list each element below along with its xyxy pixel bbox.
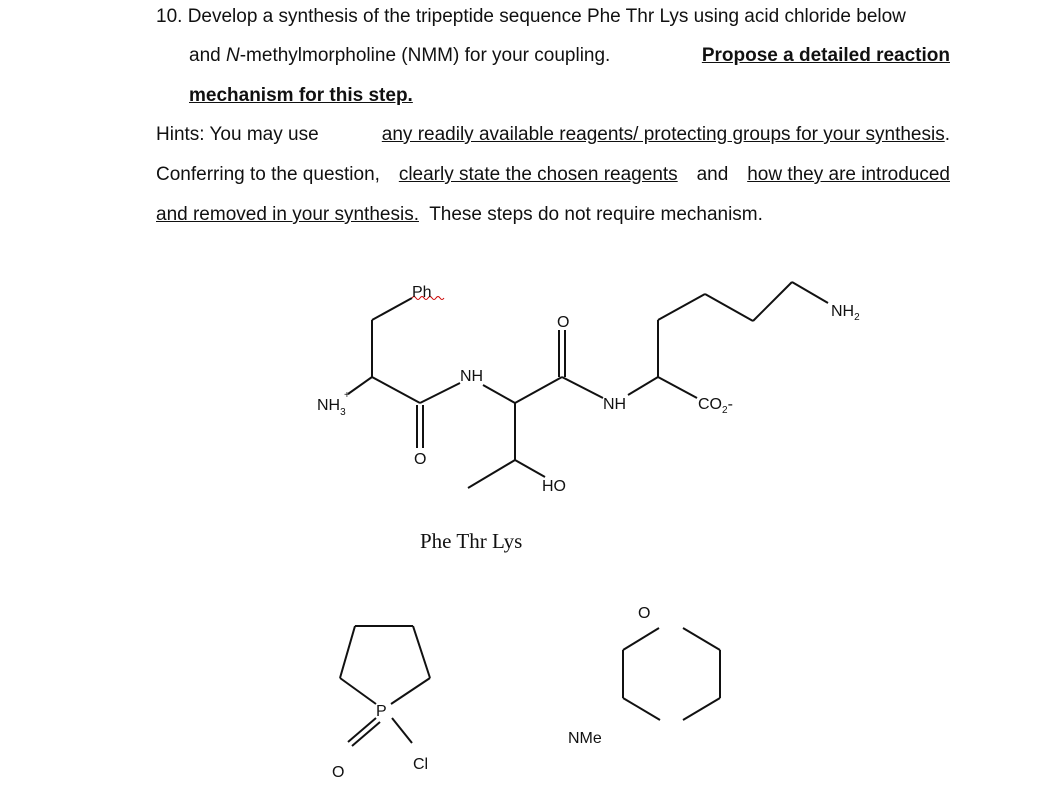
hints-removed: and removed in your synthesis. <box>156 204 419 225</box>
carbonyl-o1: O <box>414 451 427 468</box>
morph-bond-3 <box>623 698 660 720</box>
nmm-structure <box>568 605 720 747</box>
bond-c2-n3 <box>562 377 603 398</box>
hints-period: . <box>944 124 950 145</box>
bond-side-2 <box>658 294 705 320</box>
nh-amide-2: NH <box>603 396 627 413</box>
bond-cb-ph <box>372 298 412 320</box>
terminal-amine: $NH_2$ <box>831 303 860 323</box>
question-line-3: mechanism for this step. <box>189 85 413 106</box>
hints-and: and <box>696 164 729 185</box>
phospholane-chloride <box>332 626 430 781</box>
morpholine-o: O <box>638 605 651 622</box>
bond-ca2-c2 <box>515 377 562 403</box>
question-line-1: 10. Develop a synthesis of the tripeptide sequence Phe Thr Lys using acid chloride below <box>156 6 906 27</box>
italic-n: N <box>225 45 240 66</box>
p-cl-bond <box>392 718 412 743</box>
peptide-caption: Phe Thr Lys <box>420 529 523 553</box>
morph-bond-1 <box>623 628 659 650</box>
ph-label: Ph <box>412 284 432 301</box>
nme-label: NMe <box>568 730 602 747</box>
hints-conferring: Conferring to the question, <box>156 164 380 185</box>
hints-label: Hints: You may use <box>156 124 319 145</box>
bond-side-5 <box>792 282 828 303</box>
bond-cb2-oh <box>515 460 545 477</box>
bond-side-4 <box>753 282 792 321</box>
carboxylate-label: $CO_2-$ <box>698 396 733 416</box>
nh-amide-1: NH <box>460 368 484 385</box>
chloride-label: Cl <box>413 756 429 773</box>
tripeptide-structure <box>317 282 860 553</box>
nmm-text: -methylmorpholine (NMM) for your coupling. <box>239 45 611 66</box>
bond-n3-ca3 <box>628 377 658 395</box>
phosphoryl-o: O <box>332 764 345 781</box>
text-and: and <box>189 45 226 66</box>
hints-introduced: how they are introduced <box>747 164 950 185</box>
bond-side-3 <box>705 294 753 321</box>
morph-bond-6 <box>683 698 720 720</box>
hints-chosen-reagents: clearly state the chosen reagents <box>398 164 678 185</box>
ring-bond-left <box>340 626 355 678</box>
nh3-label: $NH_3$ <box>317 397 346 418</box>
phosphorus-label: P <box>376 703 387 720</box>
carbonyl-o2: O <box>557 314 570 331</box>
bond-c1-n2 <box>420 383 460 403</box>
hints-no-mechanism: These steps do not require mechanism. <box>429 204 763 225</box>
bond-n2-ca2 <box>483 385 515 403</box>
hints-reagents-text: any readily available reagents/ protecting groups for your synthesis <box>381 124 945 145</box>
bond-ca1-c1 <box>372 377 420 403</box>
bond-n-ca1 <box>348 377 372 394</box>
morph-bond-4 <box>683 628 720 650</box>
ring-bond-right <box>413 626 430 678</box>
propose-mechanism-text: Propose a detailed reaction <box>701 45 950 66</box>
ring-bond-rp <box>391 678 430 704</box>
ring-bond-lp <box>340 678 376 704</box>
bond-cb2-me <box>468 460 515 488</box>
nh3-charge: + <box>344 390 350 401</box>
hydroxyl-label: HO <box>542 478 566 495</box>
bond-ca3-co2 <box>658 377 697 398</box>
